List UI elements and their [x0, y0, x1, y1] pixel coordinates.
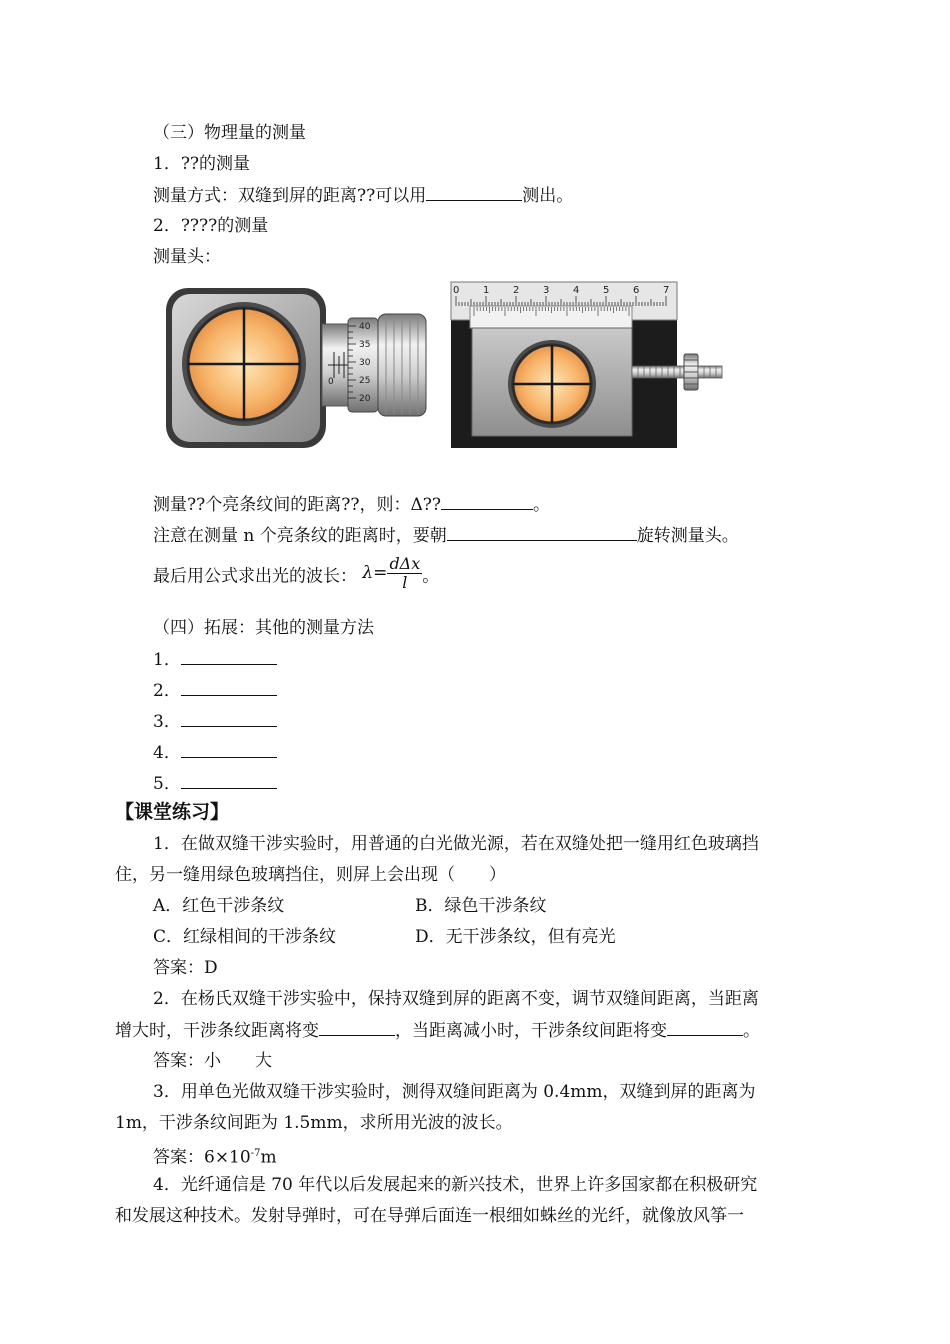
formula-numerator: dΔx	[389, 553, 421, 573]
measuring-head-label: 测量头：	[153, 247, 221, 267]
q2-text-a: 增大时，干涉条纹距离将变	[115, 1021, 319, 1041]
extension-item-4	[153, 741, 277, 764]
q2-text-c: 。	[743, 1021, 760, 1041]
ruler-tick-6: 6	[633, 285, 640, 296]
section-4-title: （四）拓展：其他的测量方法	[153, 618, 374, 638]
q1-line-1: 1．在做双缝干涉实验时，用普通的白光做光源，若在双缝处把一缝用红色玻璃挡	[153, 834, 759, 854]
fill-blank[interactable]	[667, 1019, 743, 1036]
fill-blank[interactable]	[181, 648, 277, 665]
extension-item-number: 4．	[153, 743, 181, 763]
fill-blank[interactable]	[181, 679, 277, 696]
thimble-tick-30: 30	[359, 358, 371, 368]
fringe-distance-tail: 。	[532, 495, 550, 515]
item-1-heading: 1．??的测量	[153, 154, 251, 174]
thimble-tick-35: 35	[359, 340, 371, 350]
q1-option-b[interactable]: B．绿色干涉条纹	[415, 896, 547, 916]
wavelength-formula-tail: 。	[422, 566, 440, 587]
fringe-distance-text: 测量??个亮条纹间的距离??，则：Δ??	[153, 495, 441, 515]
extension-item-number: 3．	[153, 712, 181, 732]
measure-method-tail: 测出。	[522, 186, 574, 206]
thimble-tick-40: 40	[359, 322, 371, 332]
extension-item-1	[153, 648, 277, 671]
q2-line-1: 2．在杨氏双缝干涉实验中，保持双缝到屏的距离不变，调节双缝间距离，当距离	[153, 989, 759, 1009]
fill-blank[interactable]	[447, 524, 637, 541]
thimble-tick-25: 25	[359, 376, 371, 386]
measuring-head-figure	[160, 280, 730, 452]
practice-heading: 【课堂练习】	[115, 801, 230, 823]
fill-blank[interactable]	[441, 493, 533, 510]
q1-answer: 答案：D	[153, 958, 218, 978]
extension-item-number: 1．	[153, 650, 181, 670]
thimble-tick-20: 20	[359, 394, 371, 404]
q1-option-a[interactable]: A．红色干涉条纹	[153, 896, 285, 916]
fill-blank[interactable]	[181, 772, 277, 789]
ruler-tick-3: 3	[543, 285, 550, 296]
rotation-note-tail: 旋转测量头。	[636, 526, 739, 546]
measure-method-text: 测量方式：双缝到屏的距离??可以用	[153, 186, 427, 206]
q3-line-2: 1m，干涉条纹间距为 1.5mm，求所用光波的波长。	[115, 1113, 513, 1133]
sleeve-zero-label: 0	[328, 377, 334, 387]
fill-blank[interactable]	[319, 1019, 395, 1036]
formula-denominator: l	[402, 572, 408, 592]
ruler-measuring-head	[451, 282, 722, 448]
extension-item-2	[153, 679, 277, 702]
wavelength-formula-line	[153, 553, 440, 602]
q4-line-1: 4．光纤通信是 70 年代以后发展起来的新兴技术，世界上许多国家都在积极研究	[153, 1175, 758, 1195]
measure-method-line	[153, 184, 573, 207]
q2-answer: 答案：小 大	[153, 1051, 272, 1071]
q3-answer-exponent: -7	[250, 1148, 261, 1159]
q1-option-c[interactable]: C．红绿相间的干涉条纹	[153, 927, 337, 947]
fill-blank[interactable]	[426, 184, 522, 201]
q2-text-b: ，当距离减小时，干涉条纹间距将变	[395, 1021, 667, 1041]
formula-fraction	[387, 555, 422, 592]
q3-answer-unit: m	[260, 1147, 277, 1168]
extension-item-3	[153, 710, 277, 733]
fringe-distance-line	[153, 493, 550, 516]
q1-line-2: 住，另一缝用绿色玻璃挡住，则屏上会出现（ ）	[115, 865, 506, 885]
formula-lhs: λ=	[362, 562, 388, 583]
ruler-tick-2: 2	[513, 285, 520, 296]
fill-blank[interactable]	[181, 710, 277, 727]
ruler-tick-4: 4	[573, 285, 580, 296]
fill-blank[interactable]	[181, 741, 277, 758]
q3-line-1: 3．用单色光做双缝干涉实验时，测得双缝间距离为 0.4mm，双缝到屏的距离为	[153, 1082, 756, 1102]
wavelength-formula	[362, 553, 422, 593]
q3-answer	[153, 1143, 277, 1169]
ruler-tick-0: 0	[453, 285, 460, 296]
q3-answer-base: 答案：6×10	[153, 1147, 251, 1168]
ruler-tick-5: 5	[603, 285, 610, 296]
ruler-tick-1: 1	[483, 285, 490, 296]
wavelength-formula-text: 最后用公式求出光的波长：	[153, 566, 357, 587]
micrometer-head	[166, 288, 426, 448]
q2-line-2	[115, 1019, 760, 1042]
extension-item-5	[153, 772, 277, 795]
q1-option-d[interactable]: D．无干涉条纹，但有亮光	[415, 927, 616, 947]
q4-line-2: 和发展这种技术。发射导弹时，可在导弹后面连一根细如蛛丝的光纤，就像放风筝一	[115, 1206, 744, 1226]
item-2-heading: 2．????的测量	[153, 216, 269, 236]
rotation-note-line	[153, 524, 739, 547]
rotation-note-text: 注意在测量 n 个亮条纹的距离时，要朝	[153, 526, 447, 546]
extension-item-number: 2．	[153, 681, 181, 701]
section-3-title: （三）物理量的测量	[153, 123, 306, 143]
extension-item-number: 5．	[153, 774, 181, 794]
ruler-tick-7: 7	[663, 285, 670, 296]
